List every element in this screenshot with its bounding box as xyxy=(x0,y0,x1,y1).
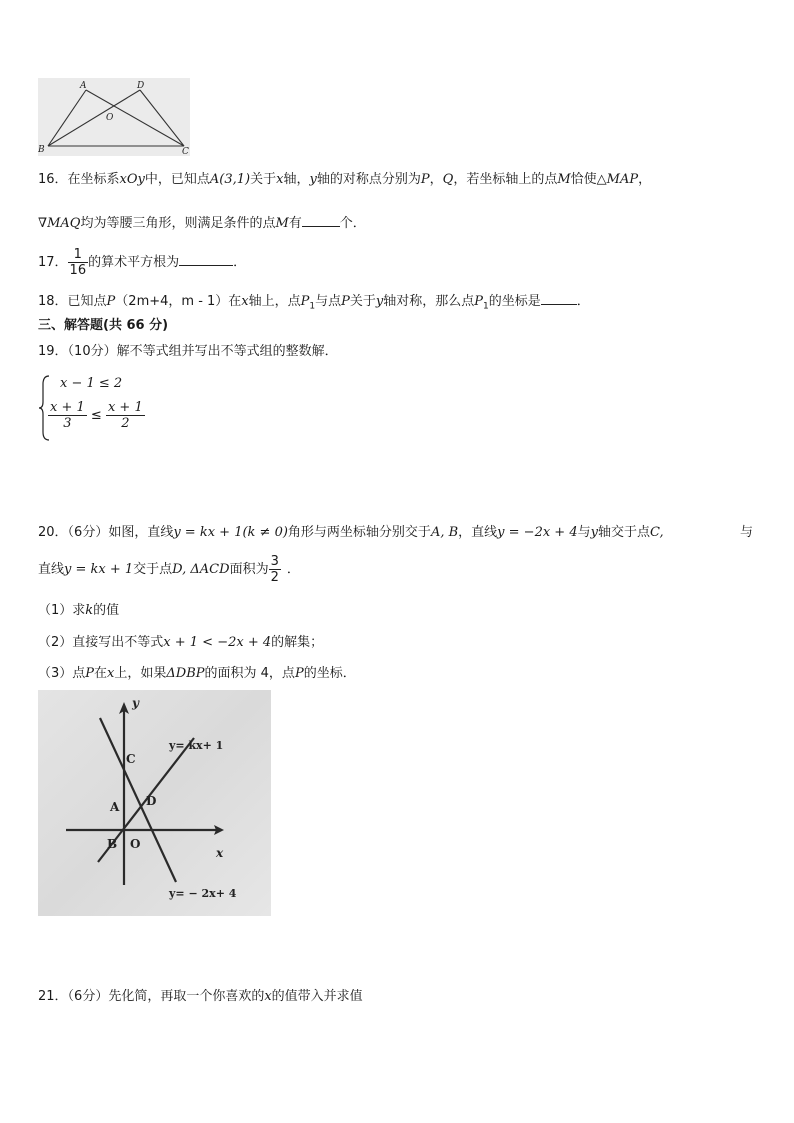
q18-sub: 1 xyxy=(309,301,316,312)
q18-text: 的坐标是 xyxy=(488,294,541,309)
q16-text: 个． xyxy=(339,216,366,231)
q16-text: ，若坐标轴上的点 xyxy=(453,172,558,187)
q20-text: 面积为 xyxy=(229,562,269,577)
q19-inequality-system xyxy=(38,374,178,442)
q16-text: 有 xyxy=(288,216,302,231)
q20-ab: A, B xyxy=(430,525,459,540)
graph-line2-label: y= − 2x+ 4 xyxy=(169,887,237,900)
triangles-diagram xyxy=(38,78,190,156)
q20-sub2 xyxy=(38,634,323,652)
q20-text: 角形与两坐标轴分别交于 xyxy=(287,525,431,540)
graph-point-c: C xyxy=(126,752,136,766)
q20-eq1: y = kx + 1(k ≠ 0) xyxy=(173,525,288,540)
q19-frac1-num: x + 1 xyxy=(50,400,85,415)
q20-text: 直线 xyxy=(38,562,65,577)
q18-text: 与点 xyxy=(315,294,342,309)
q16-m: M xyxy=(557,172,571,187)
q20-text: （1）求 xyxy=(38,603,86,618)
q18-text: 18．已知点 xyxy=(38,294,107,309)
q20-p: P xyxy=(294,666,304,681)
q20-tri-acd: ΔACD xyxy=(190,562,230,577)
q19-frac2 xyxy=(106,400,145,431)
q16-m: M xyxy=(275,216,289,231)
q20-text: 与 xyxy=(577,525,591,540)
q20-text: 交于点 xyxy=(133,562,173,577)
q17-text: ． xyxy=(233,255,247,270)
q18-answer-blank[interactable] xyxy=(541,290,577,305)
graph-point-a: A xyxy=(110,800,120,814)
q20-line1 xyxy=(38,524,664,542)
q21-line xyxy=(38,988,363,1006)
graph-x-label: x xyxy=(216,846,224,860)
q16-x: x xyxy=(276,172,284,187)
q20-x: x xyxy=(107,666,115,681)
q18-line xyxy=(38,290,590,316)
q20-p: P xyxy=(85,666,95,681)
q20-text: 20．（6分）如图，直线 xyxy=(38,525,174,540)
q18-text: 轴对称，那么点 xyxy=(383,294,475,309)
q20-line1-end: 与 xyxy=(740,525,754,540)
q20-eq2: y = −2x + 4 xyxy=(497,525,578,540)
q20-text: 的坐标． xyxy=(303,666,356,681)
label-B: B xyxy=(38,145,45,155)
label-C: C xyxy=(182,147,189,156)
q20-sub2-ineq: x + 1 < −2x + 4 xyxy=(163,635,272,650)
q18-x: x xyxy=(241,294,249,309)
q16-answer-blank[interactable] xyxy=(302,212,340,227)
q20-line2 xyxy=(38,552,300,588)
q16-xoy: xOy xyxy=(119,172,145,187)
q19-ineq1: x − 1 ≤ 2 xyxy=(60,376,123,391)
q20-sub1 xyxy=(38,602,119,620)
q20-text: （3）点 xyxy=(38,666,86,681)
q16-line2 xyxy=(38,212,366,233)
q20-area-den: 2 xyxy=(270,570,279,585)
q21-text: 21．（6分）先化简，再取一个你喜欢的 xyxy=(38,989,265,1004)
q17-frac-num: 1 xyxy=(73,247,82,262)
q19-frac1-den: 3 xyxy=(48,415,87,431)
q20-eq3: y = kx + 1 xyxy=(64,562,134,577)
q20-k: k xyxy=(85,603,94,618)
q16-text: ， xyxy=(429,172,443,187)
q19-frac1 xyxy=(48,400,87,431)
q16-text: ， xyxy=(638,172,652,187)
q16-text: 均为等腰三角形，则满足条件的点 xyxy=(80,216,276,231)
q20-c: C, xyxy=(650,525,664,540)
q20-text: ，直线 xyxy=(458,525,498,540)
q16-text: 关于 xyxy=(250,172,277,187)
q16-p: P xyxy=(420,172,430,187)
q16-text: 中，已知点 xyxy=(144,172,210,187)
q18-y: y xyxy=(375,294,384,309)
q16-point-a: A(3,1) xyxy=(209,172,251,187)
q17-text: 17． xyxy=(38,255,68,270)
q18-text: 轴上，点 xyxy=(248,294,301,309)
q20-area-frac xyxy=(269,554,281,585)
q18-sub: 1 xyxy=(483,301,489,312)
q21-x: x xyxy=(264,989,272,1004)
q18-text: 关于 xyxy=(349,294,376,309)
q16-line1 xyxy=(38,171,651,189)
q18-p1: P xyxy=(474,294,484,309)
q17-frac-den: 16 xyxy=(69,263,87,278)
q20-text: 的面积为 4，点 xyxy=(204,666,295,681)
graph-origin-o: O xyxy=(130,837,141,851)
q16-text: 恰使 xyxy=(570,172,597,187)
graph-point-d: D xyxy=(146,794,157,808)
q20-y: y xyxy=(590,525,598,540)
section-title: 三、解答题(共 66 分) xyxy=(38,318,169,333)
figure-coordinate-graph xyxy=(38,690,271,916)
q20-area-num: 3 xyxy=(270,554,279,569)
q16-text: 轴， xyxy=(283,172,310,187)
q20-d: D, xyxy=(172,562,187,577)
q16-tri-map: △MAP xyxy=(596,172,639,187)
q16-text: 16．在坐标系 xyxy=(38,172,120,187)
q17-answer-blank[interactable] xyxy=(179,251,233,266)
q16-tri-maq: ∇MAQ xyxy=(38,216,81,231)
graph-point-b: B xyxy=(107,837,118,851)
graph-line1-label: y= kx+ 1 xyxy=(169,739,224,752)
q20-text: 的解集； xyxy=(271,635,324,650)
q19-ineq2 xyxy=(48,400,145,431)
q18-coords: （2m+4，m - 1）在 xyxy=(115,294,242,309)
q20-sub3 xyxy=(38,665,356,683)
q16-y: y xyxy=(309,172,317,187)
q20-text: ． xyxy=(286,562,300,577)
q18-p1: P xyxy=(300,294,310,309)
coordinate-graph xyxy=(38,690,271,916)
q18-p: P xyxy=(341,294,350,309)
q20-text: （2）直接写出不等式 xyxy=(38,635,164,650)
q18-p: P xyxy=(106,294,116,309)
graph-y-label: y xyxy=(132,696,139,710)
q17-line xyxy=(38,246,246,280)
q19-frac2-num: x + 1 xyxy=(107,400,143,415)
q20-tri-dbp: ΔDBP xyxy=(166,666,205,681)
q18-text: ． xyxy=(576,294,590,309)
q17-text: 的算术平方根为 xyxy=(88,255,180,270)
q16-q: Q xyxy=(442,172,454,187)
q19-frac2-den: 2 xyxy=(106,415,145,431)
q20-text: 轴交于点 xyxy=(597,525,650,540)
q20-text: 的值 xyxy=(93,603,120,618)
q17-fraction xyxy=(68,247,89,278)
q19-leq: ≤ xyxy=(90,408,102,423)
label-D: D xyxy=(137,81,145,91)
q16-text: 轴的对称点分别为 xyxy=(316,172,421,187)
q20-text: 在 xyxy=(94,666,108,681)
label-A: A xyxy=(80,81,87,91)
q21-text: 的值带入并求值 xyxy=(271,989,363,1004)
figure-triangles xyxy=(38,78,190,156)
q19-text: 19．（10分）解不等式组并写出不等式组的整数解． xyxy=(38,344,338,359)
q20-text: 上，如果 xyxy=(114,666,167,681)
label-O: O xyxy=(106,113,114,123)
